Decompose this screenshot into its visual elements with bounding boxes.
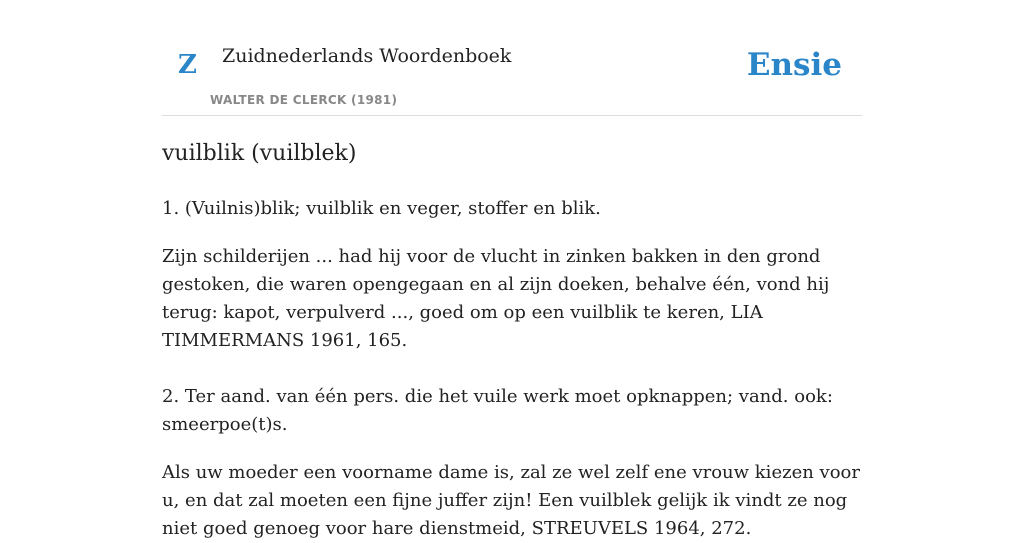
dictionary-title[interactable]: Zuidnederlands Woordenboek bbox=[222, 45, 512, 67]
sense-2 bbox=[162, 383, 862, 543]
entry-content bbox=[162, 116, 862, 543]
dictionary-author: WALTER DE CLERCK (1981) bbox=[210, 93, 398, 107]
ensie-logo-link[interactable]: Ensie bbox=[746, 47, 842, 83]
sense-definition: 2. Ter aand. van één pers. die het vuile werk moet opknappen; vand. ook: smeerpoe(t)s. bbox=[162, 385, 833, 435]
entry-title: vuilblik (vuilblek) bbox=[162, 141, 357, 166]
dictionary-header bbox=[162, 0, 862, 116]
dictionary-logo[interactable]: Z bbox=[178, 50, 197, 80]
sense-quote: Als uw moeder een voorname dame is, zal ze wel zelf ene vrouw kiezen voor u, en dat zal moeten een fijne juffer zijn! Een vuilblek gelijk ik vindt ze nog niet goed genoeg voor hare dienstmeid, STREUVELS 1964, 272. bbox=[162, 461, 860, 539]
sense-quote: Zijn schilderijen ... had hij voor de vlucht in zinken bakken in den grond gestoken, die waren opengegaan en al zijn doeken, behalve één, vond hij terug: kapot, verpulverd ..., goed om op een vuilblik te keren, LIA TIMMERMANS 1961, 165. bbox=[162, 245, 830, 351]
page bbox=[162, 0, 862, 543]
sense-1 bbox=[162, 195, 862, 355]
sense-definition: 1. (Vuilnis)blik; vuilblik en veger, stoffer en blik. bbox=[162, 197, 601, 219]
